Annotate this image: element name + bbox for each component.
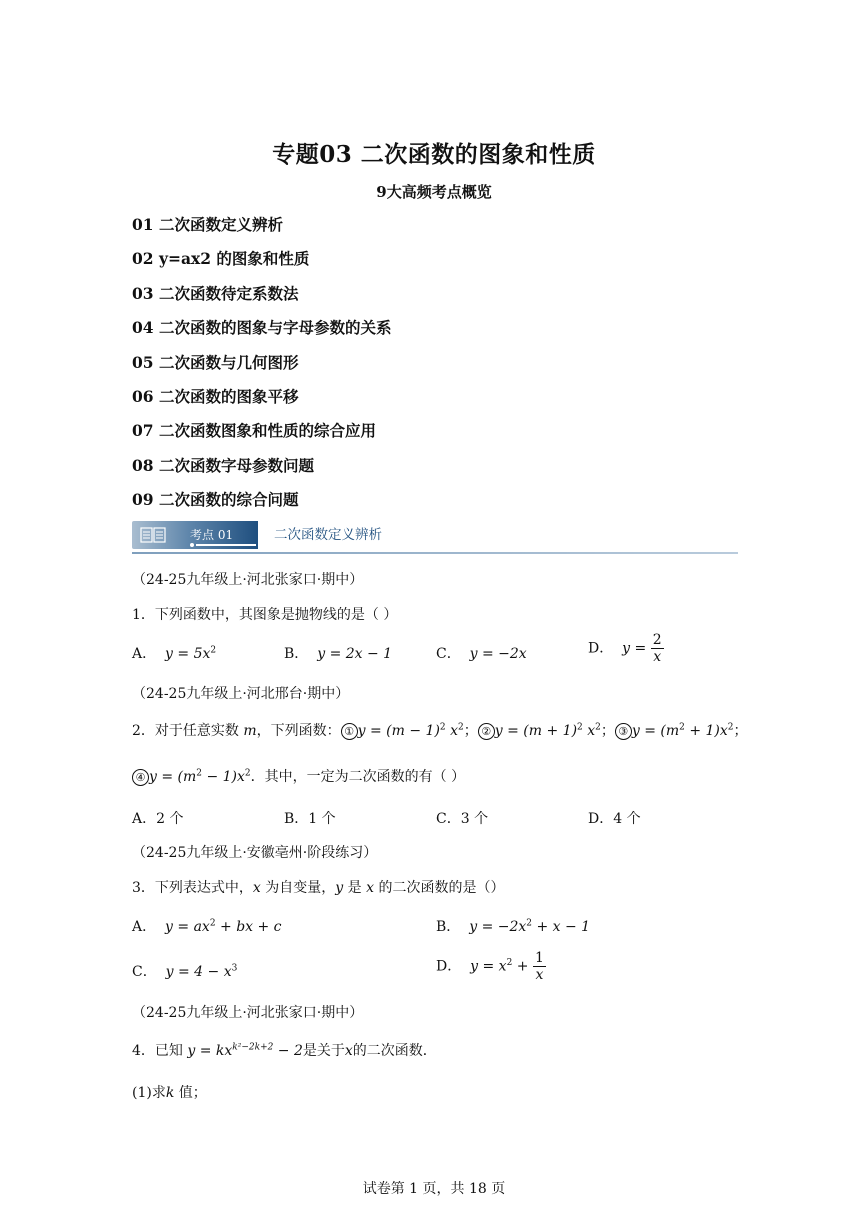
- toc-item-02: 02 y=ax2 的图象和性质: [132, 249, 310, 269]
- section-banner: [132, 521, 738, 555]
- q3-source: （24-25九年级上·安徽亳州·阶段练习）: [132, 845, 378, 861]
- toc-item-09: 09 二次函数的综合问题: [132, 490, 299, 510]
- toc-item-01: 01 二次函数定义辨析: [132, 215, 283, 234]
- toc-item-08: 08 二次函数字母参数问题: [132, 455, 314, 475]
- toc-item-03: 03 二次函数待定系数法: [132, 283, 299, 303]
- q1-option-a: A． $y = 5x^2$: [132, 645, 217, 662]
- banner-dot: [190, 543, 194, 547]
- q2-stem-cont: ④ $y = (m^2 - 1)x^2$．其中，一定为二次函数的有（ ）: [132, 766, 465, 786]
- q2-option-b: B．1 个: [284, 811, 336, 827]
- toc-item-06: 06 二次函数的图象平移: [132, 386, 299, 406]
- q3-option-c: C． $y = 4 - x^3$: [132, 963, 238, 980]
- q1-option-c: C． y = −2x: [436, 646, 527, 662]
- q4-subquestion-1: (1)求k 值；: [132, 1085, 207, 1101]
- q4-stem: 4．已知 $y = kx^{k^2-2k+2} - 2$是关于x的二次函数．: [132, 1042, 437, 1059]
- q2-stem: 2．对于任意实数 m，下列函数： ① $y = (m - 1)^2$ $x^2$； ② $y = (m + 1)^2$ $x^2$； ③ $y = (m^2 + 1)x^2$；: [132, 722, 748, 739]
- q3-option-a: A． $y = ax^2$ + bx + c: [132, 918, 282, 935]
- q1-option-b: B． y = 2x − 1: [284, 646, 393, 662]
- q2-option-d: D．4 个: [588, 811, 641, 827]
- section-code: 考点 01: [190, 528, 234, 542]
- q2-option-a: A．2 个: [132, 811, 184, 827]
- topic-overview-list: [132, 213, 391, 523]
- q1-source: （24-25九年级上·河北张家口·期中）: [132, 572, 364, 588]
- toc-item-07: 07 二次函数图象和性质的综合应用: [132, 421, 376, 441]
- document-title: 专题03 二次函数的图象和性质: [272, 141, 596, 168]
- document-subtitle: 9大高频考点概览: [376, 183, 492, 201]
- book-icon: [140, 527, 166, 543]
- section-divider: [132, 552, 738, 554]
- toc-item-04: 04 二次函数的图象与字母参数的关系: [132, 318, 392, 338]
- page-footer: 试卷第 1 页，共 18 页: [362, 1181, 506, 1197]
- section-label: 二次函数定义辨析: [274, 527, 382, 543]
- q4-source: （24-25九年级上·河北张家口·期中）: [132, 1005, 364, 1021]
- q3-option-b: B． $y = -2x^2 + x - 1$: [436, 918, 591, 935]
- q3-option-d: D． $y = x^2$ + $\frac{1}{x}$: [436, 950, 544, 983]
- q2-option-c: C．3 个: [436, 811, 489, 827]
- q3-stem: 3．下列表达式中，x 为自变量，y 是 x 的二次函数的是（）: [132, 880, 505, 896]
- q1-option-d: D． y = $\frac{2}{x}$: [588, 632, 662, 665]
- q1-stem: 1．下列函数中，其图象是抛物线的是（ ）: [132, 607, 398, 623]
- toc-item-05: 05 二次函数与几何图形: [132, 352, 299, 372]
- q2-source: （24-25九年级上·河北邢台·期中）: [132, 686, 350, 702]
- banner-underline: [196, 544, 256, 546]
